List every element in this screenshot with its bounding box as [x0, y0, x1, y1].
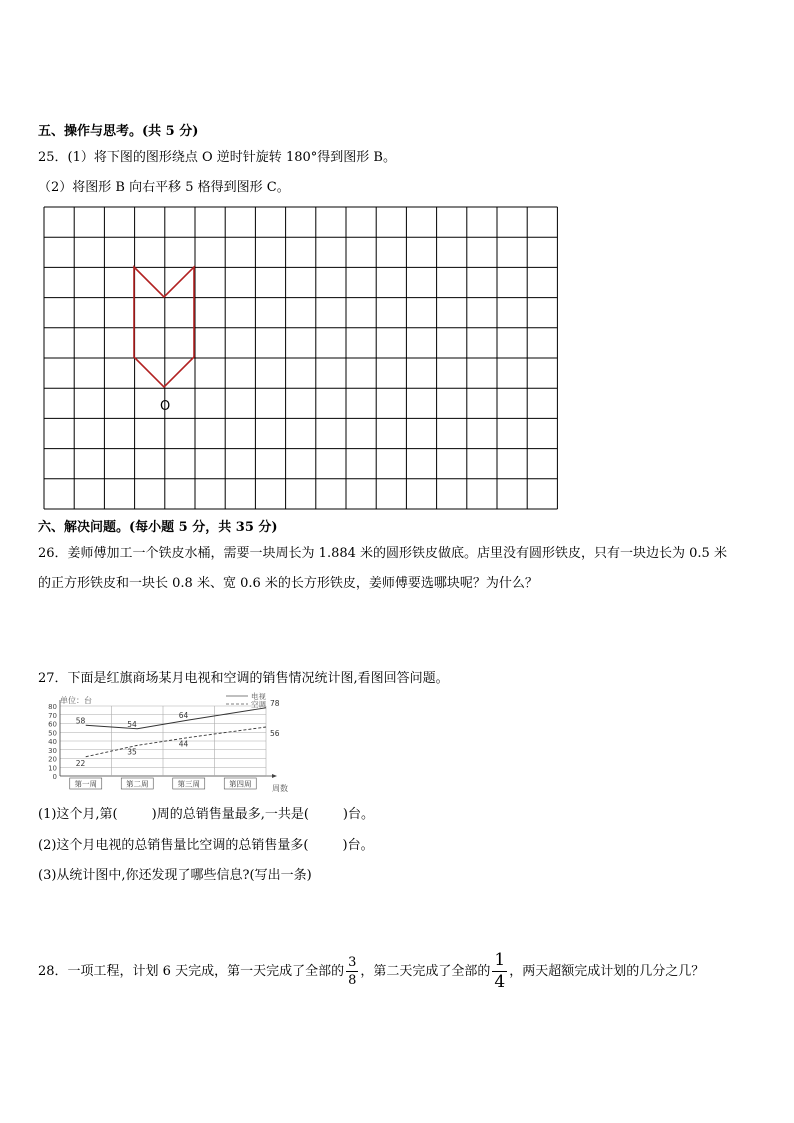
question-27-intro: 27．下面是红旗商场某月电视和空调的销售情况统计图,看图回答问题。	[38, 671, 449, 686]
chart-y-ticks	[48, 703, 57, 781]
chart-x-tick-label: 第四周	[229, 779, 252, 789]
chart-x-axis-label: 周数	[272, 784, 288, 793]
chart-data-label: 78	[270, 698, 280, 708]
chart-data-label: 54	[127, 719, 137, 729]
chart-y-tick-label: 40	[48, 738, 57, 746]
chart-x-tick-label: 第二周	[126, 779, 149, 789]
fraction-one-quarter: $\frac{1}{4}$	[494, 950, 506, 992]
chart-data-label: 22	[75, 758, 86, 768]
chart-series	[76, 699, 280, 768]
chart-data-label: 35	[127, 747, 137, 757]
question-27-sub-1	[38, 803, 374, 822]
sales-line-chart	[30, 690, 310, 796]
chart-legend-label: 电视	[251, 692, 266, 701]
q27-1-text-c: )台。	[342, 807, 374, 822]
chart-y-tick-label: 70	[48, 711, 57, 720]
section-5-heading: 五、操作与思考。(共 5 分)	[38, 124, 199, 139]
chart-y-tick-label: 20	[48, 755, 57, 764]
section-6-heading: 六、解决问题。(每小题 5 分，共 35 分)	[38, 520, 278, 535]
question-25-part-2: （2）将图形 B 向右平移 5 格得到图形 C。	[38, 180, 290, 195]
question-27-sub-2	[38, 834, 374, 853]
point-o-label: O	[160, 399, 171, 414]
q28-text-a: 28．一项工程，计划 6 天完成，第一天完成了全部的	[38, 964, 345, 979]
grid-lines	[44, 207, 557, 509]
q27-2-text-a: (2)这个月电视的总销售量比空调的总销售量多(	[38, 838, 309, 853]
fraction-three-eighths: $\frac{3}{8}$	[348, 955, 357, 988]
q28-text-b: ，第二天完成了全部的	[360, 964, 491, 979]
q28-text-c: ，两天超额完成计划的几分之几？	[509, 964, 705, 979]
chart-y-tick-label: 50	[48, 729, 57, 738]
chart-data-label: 58	[75, 716, 86, 726]
q27-1-text-a: (1)这个月,第(	[38, 807, 118, 822]
chart-data-label: 56	[270, 729, 280, 738]
question-26-line-2: 的正方形铁皮和一块长 0.8 米、宽 0.6 米的长方形铁皮，姜师傅要选哪块呢？为什么？	[38, 576, 538, 591]
chart-x-tick-label: 第三周	[177, 779, 200, 789]
chart-x-tick-label: 第一周	[74, 779, 97, 789]
chart-x-axis-arrow	[272, 774, 277, 778]
question-28	[38, 952, 704, 992]
question-26-line-1: 26．姜师傅加工一个铁皮水桶，需要一块周长为 1.884 米的圆形铁皮做底。店里没有圆形铁皮，只有一块边长为 0.5 米	[38, 546, 727, 561]
chart-y-tick-label: 60	[48, 720, 57, 729]
question-27-sub-3: (3)从统计图中,你还发现了哪些信息?(写出一条)	[38, 868, 312, 883]
chart-y-tick-label: 10	[48, 764, 57, 773]
chart-y-tick-label: 30	[48, 746, 57, 755]
q27-2-text-b: )台。	[342, 838, 374, 853]
question-25-part-1: 25．(1）将下图的图形绕点 O 逆时针旋转 180°得到图形 B。	[38, 150, 396, 165]
chart-series-line-1	[86, 708, 266, 729]
chart-gridlines	[60, 700, 277, 778]
chart-y-tick-label: 80	[48, 703, 57, 711]
q27-1-text-b: )周的总销售量最多,一共是(	[151, 807, 309, 822]
chart-x-ticks	[70, 778, 257, 789]
chart-legend-label: 空调	[251, 700, 266, 709]
chart-series-line-2	[86, 727, 266, 757]
chart-unit-label: 单位：台	[60, 696, 92, 705]
chart-data-label: 44	[178, 739, 189, 749]
chart-y-tick-label: 0	[52, 773, 57, 781]
drawing-grid	[0, 0, 794, 520]
figure-shape	[134, 267, 194, 387]
chart-data-label: 64	[178, 711, 189, 720]
